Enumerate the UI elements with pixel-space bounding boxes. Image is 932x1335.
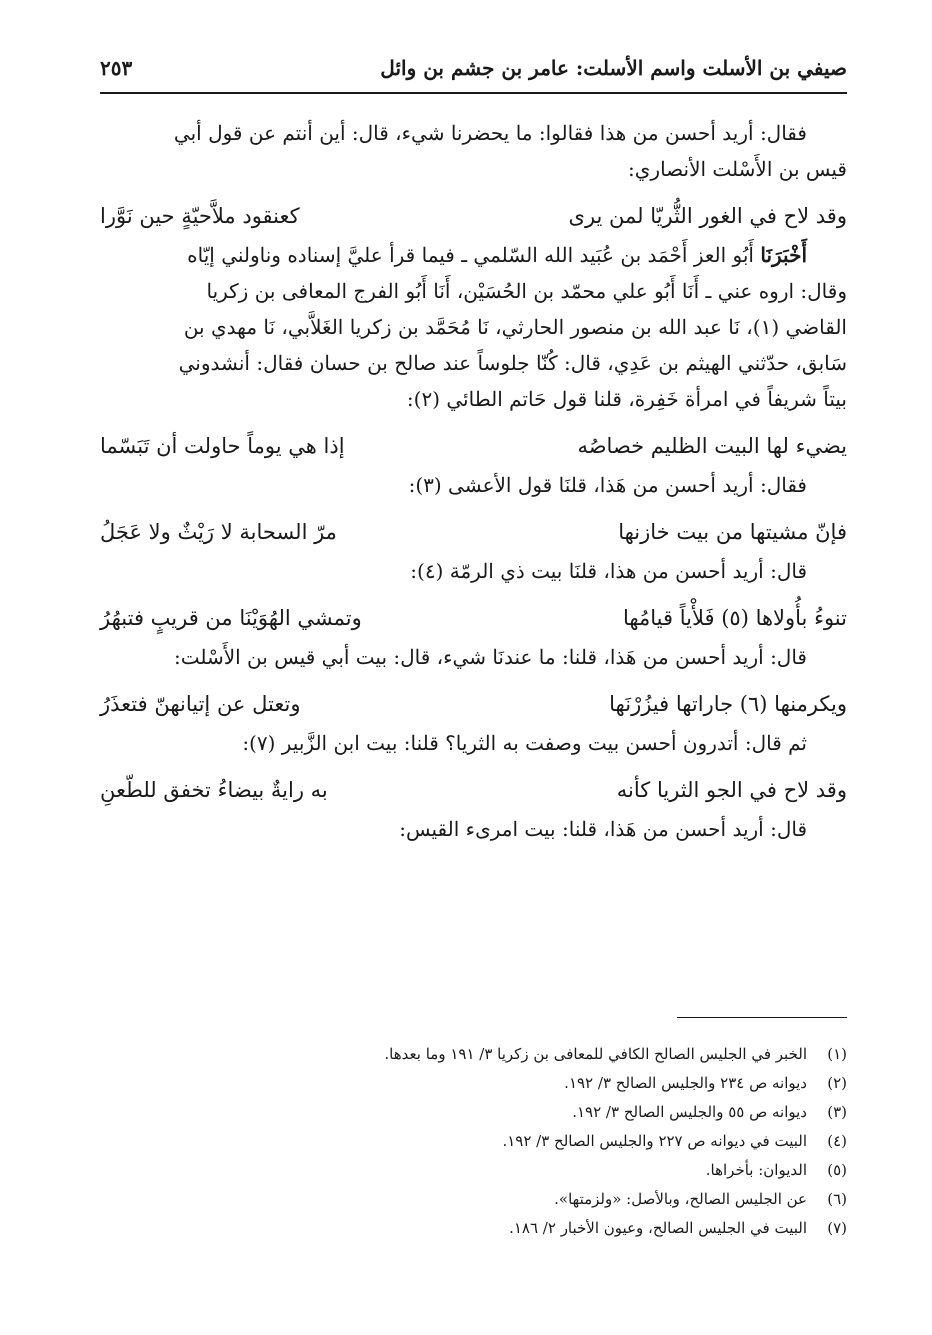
verse-first-hemistich: فإنّ مشيتها من بيت خازنها: [618, 520, 847, 544]
text-line: قال: أريد أحسن من هَذا، قلنا: بيت امرىء القيس:: [399, 817, 807, 841]
footnote-number: (٦): [827, 1190, 847, 1208]
running-title: صيفي بن الأسلت واسم الأسلت: عامر بن جشم بن وائل: [380, 56, 847, 80]
text-line: فقال: أريد أحسن من هذا فقالوا: ما يحضرنا شيء، قال: أين أنتم عن قول أبي: [173, 121, 807, 145]
poetry-verse: [100, 195, 847, 237]
footnote-number: (٥): [827, 1161, 847, 1179]
footnote: [100, 1127, 847, 1156]
footnote: [100, 1069, 847, 1098]
text-line: فقال: أريد أحسن من هَذا، قلنَا قول الأعشى (٣):: [408, 473, 807, 497]
poetry-verse: [100, 425, 847, 467]
verse-first-hemistich: وقد لاح في الجو الثريا كأنه: [616, 778, 847, 802]
text-line: وقال: اروه عني ـ أَنَا أَبُو علي محمّد بن الحُسَيْن، أَنَا أَبُو الفرج المعافى بن زكريا: [206, 279, 847, 303]
poetry-verse: [100, 597, 847, 639]
footnote-text: ديوانه ص ٥٥ والجليس الصالح ٣/ ١٩٢.: [572, 1103, 807, 1121]
footnote: [100, 1185, 847, 1214]
text-line: قال: أريد أحسن من هَذا، قلنا: ما عندنَا شيء، قال: بيت أبي قيس بن الأَسْلت:: [173, 645, 807, 669]
isnad-text: أَبُو العز أَحْمَد بن عُبَيد الله السّلمي ـ فيما قرأ عليَّ إسناده وناولني إيّاه: [187, 243, 754, 267]
poetry-verse: [100, 511, 847, 553]
poetry-verse: [100, 769, 847, 811]
verse-second-hemistich: وتمشي الهُوَيْنَا من قريبٍ فتبهُرُ: [100, 606, 362, 630]
footnotes: [100, 1040, 847, 1243]
footnote-text: عن الجليس الصالح، وبالأصل: «ولزمتها».: [554, 1190, 807, 1208]
text-line: بيتاً شريفاً في امرأة خَفِرة، قلنا قول حَاتم الطائي (٢):: [406, 387, 847, 411]
verse-second-hemistich: مرّ السحابة لا رَيْثٌ ولا عَجَلُ: [100, 520, 337, 544]
text-line: سَابق، حدّثني الهيثم بن عَدِي، قال: كُنّا جلوساً عند صالح بن حسان فقال: أنشدوني: [178, 351, 847, 375]
verse-first-hemistich: تنوءُ بأُولاها (٥) فَلأْياً قيامُها: [622, 606, 847, 630]
text-line: [100, 237, 847, 273]
text-line: قال: أريد أحسن من هذا، قلنَا بيت ذي الرمّة (٤):: [410, 559, 807, 583]
footnote-number: (١): [827, 1045, 847, 1063]
verse-first-hemistich: يضيء لها البيت الظليم خصاصُه: [577, 434, 847, 458]
verse-second-hemistich: به رايةٌ بيضاءُ تخفق للطّعنِ: [100, 778, 328, 802]
footnote-text: ديوانه ص ٢٣٤ والجليس الصالح ٣/ ١٩٢.: [564, 1074, 807, 1092]
verse-second-hemistich: وتعتل عن إتيانهنّ فتعذَرُ: [100, 692, 301, 716]
main-text: [100, 115, 847, 847]
footnote-number: (٢): [827, 1074, 847, 1092]
footnote: [100, 1156, 847, 1185]
footnote-number: (٣): [827, 1103, 847, 1121]
footnote-text: البيت في الجليس الصالح، وعيون الأخبار ٢/ ١٨٦.: [509, 1219, 807, 1237]
footnote-text: البيت في ديوانه ص ٢٢٧ والجليس الصالح ٣/ ١٩٢.: [502, 1132, 807, 1150]
footnote-number: (٤): [827, 1132, 847, 1150]
verse-second-hemistich: إذا هي يوماً حاولت أن تَبَسّما: [100, 434, 345, 458]
isnad-lead-word: أَخْبَرَنَا: [760, 243, 807, 267]
footnote-text: الخبر في الجليس الصالح الكافي للمعافى بن زكريا ٣/ ١٩١ وما بعدها.: [384, 1045, 807, 1063]
page-header: [100, 52, 847, 94]
poetry-verse: [100, 683, 847, 725]
verse-second-hemistich: كعنقود ملاَّحيّةٍ حين نَوَّرا: [100, 204, 300, 228]
text-line: القاضي (١)، نَا عبد الله بن منصور الحارثي، نَا مُحَمَّد بن زكريا الغَلاَّبي، نَا مهدي بن: [183, 315, 847, 339]
text-line: قيس بن الأَسْلت الأنصاري:: [628, 157, 847, 181]
footnote-separator: [677, 1017, 847, 1018]
footnote: [100, 1040, 847, 1069]
text-line: ثم قال: أتدرون أحسن بيت وصفت به الثريا؟ قلنا: بيت ابن الزَّبير (٧):: [242, 731, 807, 755]
page-number: ٢٥٣: [100, 56, 133, 80]
footnote-number: (٧): [827, 1219, 847, 1237]
footnote: [100, 1214, 847, 1243]
footnote: [100, 1098, 847, 1127]
verse-first-hemistich: ويكرمنها (٦) جاراتها فيزُرْنَها: [609, 692, 847, 716]
footnote-text: الديوان: بأخراها.: [705, 1161, 807, 1179]
verse-first-hemistich: وقد لاح في الغور الثُّريّا لمن يرى: [568, 204, 847, 228]
